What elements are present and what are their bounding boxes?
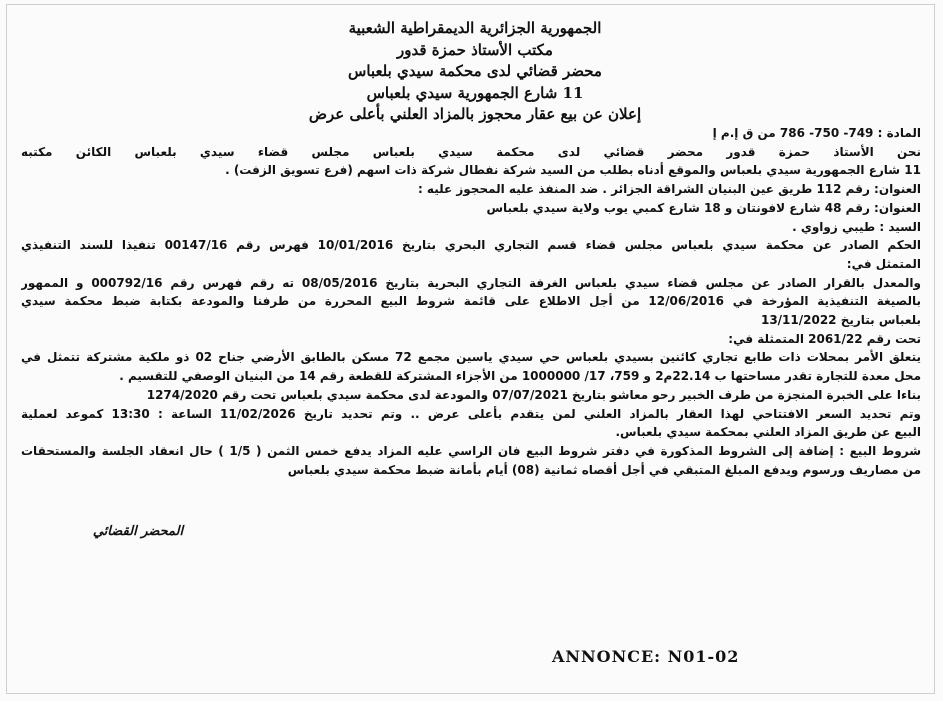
body-line: وتم تحديد السعر الافتتاحي لهذا العقار بالمزاد العلني لمن يتقدم بأعلى عرض .. وتم تحديد تاريخ 11/02/2026 الساعة : 13:30 كموعد لعملية bbox=[21, 406, 921, 421]
body-line: 11 شارع الجمهورية سيدي بلعباس والموقع أدناه بطلب من السيد شركة نفطال شركة ذات اسهم (فرع تسويق الزفت) . bbox=[225, 163, 921, 178]
body-line: من مصاريف ورسوم ويدفع المبلغ المتبقي في أجل أقصاه ثمانية (08) أيام بأمانة ضبط محكمة سيدي بلعباس bbox=[287, 462, 921, 477]
body-line: بناءا على الخبرة المنجزة من طرف الخبير رحو معاشو بتاريخ 07/07/2021 والمودعة لدى محكمة سيدي بلعباس تحت رقم 1274/2020 bbox=[146, 387, 921, 402]
body-line: بلعباس بتاريخ 13/11/2022 bbox=[760, 313, 921, 328]
header-line-bailiff: محضر قضائي لدى محكمة سيدي بلعباس bbox=[348, 62, 602, 80]
header-line-republic: الجمهورية الجزائرية الديمقراطية الشعبية bbox=[348, 19, 602, 37]
body-line: شروط البيع : إضافة إلى الشروط المذكورة في دفتر شروط البيع فان الراسي عليه المزاد يدفع خمس الثمن ( 1/5 ) حال انعقاد الجلسة والمستحقات bbox=[21, 443, 921, 458]
body-line: المادة : 749- 750- 786 من ق إ.م إ bbox=[712, 126, 921, 140]
body-line: محل معدة للتجارة تقدر مساحتها ب 22.14م2 و 759، 17/ 1000000 من الأجزاء المشتركة للقطعة رقم 14 من البنيان الوصفي للتقسيم . bbox=[119, 369, 921, 384]
body-line: تحت رقم 2061/22 المتمثلة في: bbox=[728, 331, 921, 346]
body-line: والمعدل بالقرار الصادر عن مجلس قضاء سيدي بلعباس الغرفة التجاري البحرية بتاريخ 08/05/2016 ته رقم فهرس رقم 000792/16 و الممهور bbox=[21, 275, 921, 290]
annonce-number: ANNONCE: N01-02 bbox=[552, 647, 740, 666]
body-line: المتمثل في: bbox=[846, 256, 921, 271]
header-line-address: 11 شارع الجمهورية سيدي بلعباس bbox=[366, 83, 584, 102]
body-line: العنوان: رقم 112 طريق عين البنيان الشراقة الجزائر . ضد المنفذ عليه المحجوز عليه : bbox=[417, 182, 921, 197]
notice-body bbox=[21, 124, 921, 479]
header-line-office: مكتب الأستاذ حمزة قدور bbox=[397, 40, 553, 59]
notice-header bbox=[240, 18, 710, 126]
bailiff-signature: المحضر القضائي bbox=[92, 524, 184, 539]
body-line: الحكم الصادر عن محكمة سيدي بلعباس مجلس قضاء قسم التجاري البحري بتاريخ 10/01/2016 فهرس رقم 00147/16 تنفيذا للسند التنفيذي bbox=[21, 238, 921, 253]
header-line-announcement-title: إعلان عن بيع عقار محجوز بالمزاد العلني بأعلى عرض bbox=[308, 105, 642, 123]
body-line: البيع عن طريق المزاد العلني بمحكمة سيدي بلعباس. bbox=[615, 425, 921, 440]
body-line: السيد : طيبي زواوي . bbox=[792, 219, 921, 234]
body-line: يتعلق الأمر بمحلات ذات طابع تجاري كائنين بسيدي بلعباس حي سيدي ياسين مجمع 72 مسكن بالطابق الأرضي جناح 02 ذو ملكية مشتركة تتمثل في bbox=[21, 350, 921, 365]
body-line: بالصيغة التنفيذية المؤرخة في 12/06/2016 من أجل الاطلاع على قائمة شروط البيع المحررة من طرفنا والمودعة بكتابة ضبط محكمة سيدي bbox=[21, 294, 921, 309]
body-line: العنوان: رقم 48 شارع لافونتان و 18 شارع كمبي يوب ولاية سيدي بلعباس bbox=[486, 200, 921, 215]
body-line: نحن الأستاذ حمزة قدور محضر قضائي لدى محكمة سيدي بلعباس مجلس قضاء سيدي بلعباس الكائن مكتبه bbox=[21, 144, 921, 159]
